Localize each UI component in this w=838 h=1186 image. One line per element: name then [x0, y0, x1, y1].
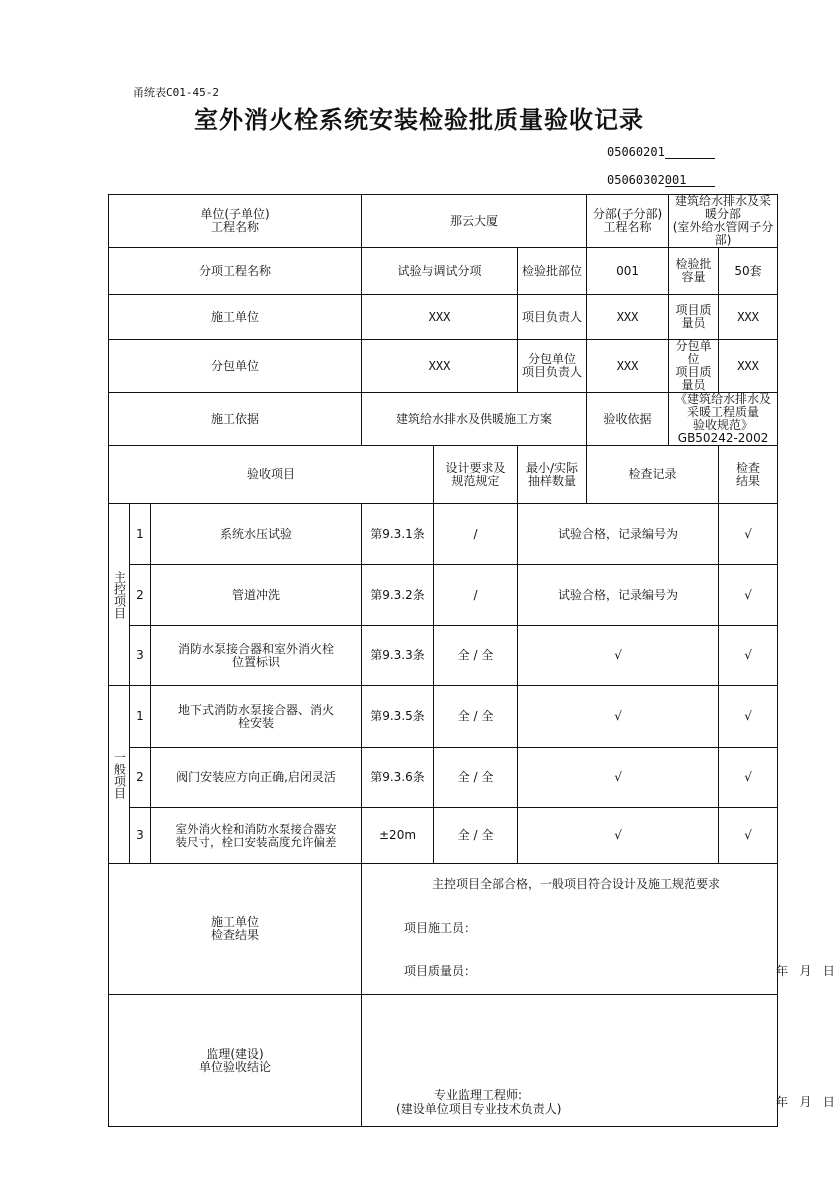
- sub-quality-label: 分包单位 项目质量员: [669, 340, 719, 393]
- col-sample-header: 最小/实际 抽样数量: [518, 446, 587, 504]
- supervisor-engineer-label: 专业监理工程师:: [434, 1088, 523, 1102]
- contractor-quality-label: 项目质量员：: [404, 964, 477, 978]
- col-item-header: 验收项目: [109, 446, 434, 504]
- form-number-2: [607, 173, 717, 187]
- batch-capacity-value: 50套: [719, 248, 778, 295]
- item-spec: 第9.3.1条: [362, 504, 434, 565]
- subitem-name-label: 分项工程名称: [109, 248, 362, 295]
- item-result: √: [719, 504, 778, 565]
- supervisor-owner-label: (建设单位项目专业技术负责人): [396, 1102, 562, 1116]
- project-manager-value: XXX: [587, 295, 669, 340]
- general-items-label: 一般项目: [109, 686, 130, 864]
- unit-name-label: 单位(子单位) 工程名称: [109, 195, 362, 248]
- supervisor-date: 年 月 日: [776, 1095, 835, 1109]
- item-name: 系统水压试验: [151, 504, 362, 565]
- contractor-check-area: [362, 864, 835, 994]
- item-sample: 全 / 全: [434, 808, 518, 864]
- item-result: √: [719, 808, 778, 864]
- item-no: 2: [130, 565, 151, 626]
- item-name: 地下式消防水泵接合器、消火 栓安装: [151, 686, 362, 748]
- item-spec: 第9.3.3条: [362, 626, 434, 686]
- item-sample: /: [434, 565, 518, 626]
- main-items-label: 主控项目: [109, 504, 130, 686]
- table-row: [109, 748, 778, 808]
- item-name: 消防水泵接合器和室外消火栓 位置标识: [151, 626, 362, 686]
- col-design-header: 设计要求及 规范规定: [434, 446, 518, 504]
- inspection-table: [108, 194, 835, 1127]
- item-result: √: [719, 626, 778, 686]
- basis-value: 建筑给水排水及供暖施工方案: [362, 393, 587, 446]
- item-result: √: [719, 565, 778, 626]
- acceptance-basis-value: 《建筑给水排水及采暖工程质量 验收规范》GB50242-2002: [669, 393, 778, 446]
- form-number-1-prefix: 05060201: [607, 145, 665, 159]
- form-code: 甬统表C01-45-2: [133, 86, 219, 99]
- item-record: 试验合格，记录编号为: [518, 565, 719, 626]
- quality-officer-value: XXX: [719, 295, 778, 340]
- contractor-date: 年 月 日: [776, 964, 835, 978]
- item-record: 试验合格，记录编号为: [518, 504, 719, 565]
- item-spec: ±20m: [362, 808, 434, 864]
- item-sample: 全 / 全: [434, 626, 518, 686]
- contractor-value: XXX: [362, 295, 518, 340]
- sub-manager-value: XXX: [587, 340, 669, 393]
- supervisor-check-label: 监理(建设) 单位验收结论: [109, 995, 362, 1127]
- item-result: √: [719, 748, 778, 808]
- table-row: [109, 686, 778, 748]
- batch-part-value: 001: [587, 248, 669, 295]
- item-no: 1: [130, 686, 151, 748]
- table-row: [109, 504, 778, 565]
- batch-capacity-label: 检验批容量: [669, 248, 719, 295]
- item-record: √: [518, 808, 719, 864]
- table-row: [109, 565, 778, 626]
- contractor-label: 施工单位: [109, 295, 362, 340]
- basis-label: 施工依据: [109, 393, 362, 446]
- item-no: 1: [130, 504, 151, 565]
- batch-part-label: 检验批部位: [518, 248, 587, 295]
- project-manager-label: 项目负责人: [518, 295, 587, 340]
- item-no: 3: [130, 626, 151, 686]
- item-no: 3: [130, 808, 151, 864]
- item-name: 管道冲洗: [151, 565, 362, 626]
- contractor-check-label: 施工单位 检查结果: [109, 864, 362, 995]
- item-name: 阀门安装应方向正确,启闭灵活: [151, 748, 362, 808]
- form-number-1: [607, 145, 717, 159]
- item-spec: 第9.3.6条: [362, 748, 434, 808]
- division-name-label: 分部(子分部) 工程名称: [587, 195, 669, 248]
- form-number-2-prefix: 05060302: [607, 173, 665, 187]
- sub-manager-label: 分包单位 项目负责人: [518, 340, 587, 393]
- item-name: 室外消火栓和消防水泵接合器安 装尺寸，栓口安装高度允许偏差: [151, 808, 362, 864]
- item-sample: 全 / 全: [434, 686, 518, 748]
- contractor-conclusion: 主控项目全部合格，一般项目符合设计及施工规范要求: [432, 877, 721, 891]
- item-record: √: [518, 626, 719, 686]
- col-result-header: 检查 结果: [719, 446, 778, 504]
- contractor-worker-label: 项目施工员：: [404, 921, 477, 935]
- supervisor-check-area: [362, 995, 835, 1126]
- division-name-value: 建筑给水排水及采暖分部 (室外给水管网子分部): [669, 195, 778, 248]
- item-record: √: [518, 686, 719, 748]
- item-record: √: [518, 748, 719, 808]
- subitem-name-value: 试验与调试分项: [362, 248, 518, 295]
- form-number-2-value: 001: [664, 173, 687, 187]
- item-no: 2: [130, 748, 151, 808]
- acceptance-basis-label: 验收依据: [587, 393, 669, 446]
- item-sample: 全 / 全: [434, 748, 518, 808]
- table-row: [109, 808, 778, 864]
- item-sample: /: [434, 504, 518, 565]
- subcontractor-label: 分包单位: [109, 340, 362, 393]
- item-spec: 第9.3.5条: [362, 686, 434, 748]
- page-title: 室外消火栓系统安装检验批质量验收记录: [194, 106, 644, 134]
- item-result: √: [719, 686, 778, 748]
- item-spec: 第9.3.2条: [362, 565, 434, 626]
- quality-officer-label: 项目质量员: [669, 295, 719, 340]
- subcontractor-value: XXX: [362, 340, 518, 393]
- table-row: [109, 626, 778, 686]
- sub-quality-value: XXX: [719, 340, 778, 393]
- col-record-header: 检查记录: [587, 446, 719, 504]
- unit-name-value: 那云大厦: [362, 195, 587, 248]
